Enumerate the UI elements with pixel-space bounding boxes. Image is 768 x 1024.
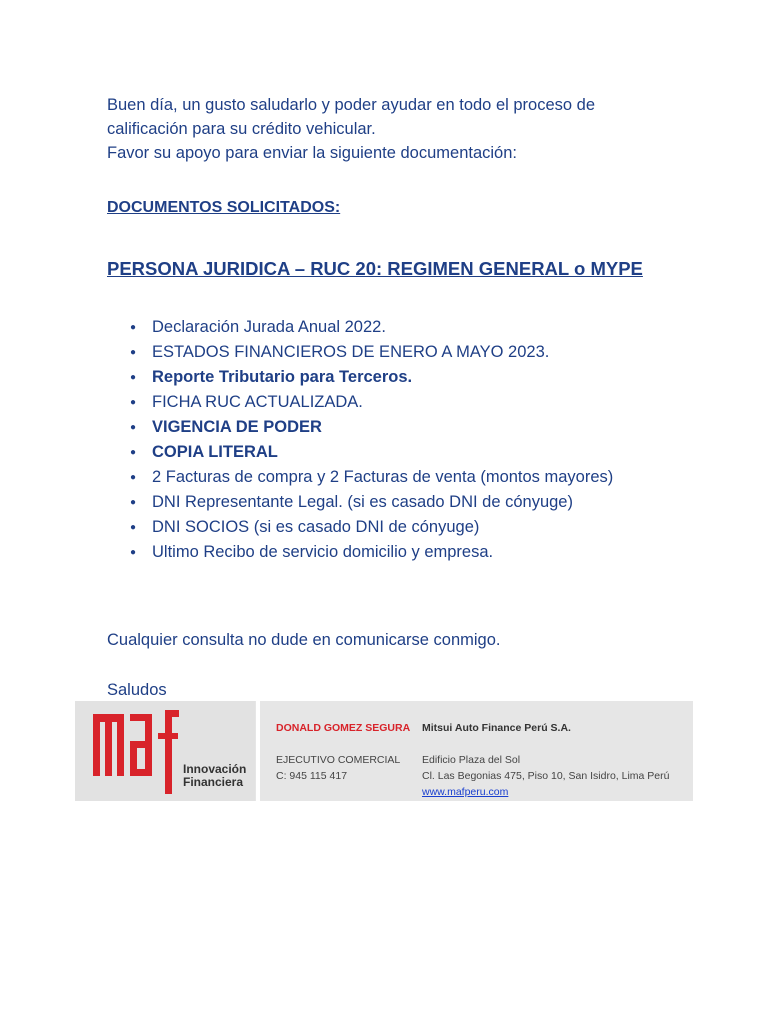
requirement-item xyxy=(107,390,613,415)
tagline-line: Innovación xyxy=(183,762,247,776)
bullet-icon: ● xyxy=(130,322,137,333)
company-website-link[interactable]: www.mafperu.com xyxy=(422,786,509,798)
bullet-icon: ● xyxy=(130,547,137,558)
intro-line: calificación para su crédito vehicular. xyxy=(107,120,376,138)
intro-paragraph xyxy=(107,93,595,165)
bullet-icon: ● xyxy=(130,422,137,433)
company-address-building: Edificio Plaza del Sol xyxy=(422,754,521,766)
requirement-text: 2 Facturas de compra y 2 Facturas de venta (montos mayores) xyxy=(152,468,614,486)
bullet-icon: ● xyxy=(130,347,137,358)
requirement-item xyxy=(107,315,613,340)
tagline-line: Financiera xyxy=(183,775,244,789)
greeting-text: Saludos xyxy=(107,681,167,699)
signature-info xyxy=(260,701,693,801)
requirement-item xyxy=(107,440,613,465)
intro-line: Buen día, un gusto saludarlo y poder ayudar en todo el proceso de xyxy=(107,96,596,114)
sender-name: DONALD GOMEZ SEGURA xyxy=(276,722,411,734)
closing-text: Cualquier consulta no dude en comunicarse conmigo. xyxy=(107,631,501,649)
company-name: Mitsui Auto Finance Perú S.A. xyxy=(422,722,571,734)
requirement-text: FICHA RUC ACTUALIZADA. xyxy=(152,393,363,411)
requirement-item xyxy=(107,340,613,365)
sender-role: EJECUTIVO COMERCIAL xyxy=(276,754,401,766)
bullet-icon: ● xyxy=(130,372,137,383)
requirement-item xyxy=(107,365,613,390)
maf-tagline xyxy=(183,763,246,789)
bullet-icon: ● xyxy=(130,397,137,408)
company-address-street: Cl. Las Begonias 475, Piso 10, San Isidro, Lima Perú xyxy=(422,770,670,782)
requirement-text: Declaración Jurada Anual 2022. xyxy=(152,318,386,336)
requirement-item xyxy=(107,490,613,515)
requirement-text: Reporte Tributario para Terceros. xyxy=(152,368,413,386)
bullet-icon: ● xyxy=(130,497,137,508)
bullet-icon: ● xyxy=(130,447,137,458)
bullet-icon: ● xyxy=(130,522,137,533)
email-signature xyxy=(75,701,693,801)
requirement-text: VIGENCIA DE PODER xyxy=(152,418,322,436)
requirement-text: COPIA LITERAL xyxy=(152,443,278,461)
maf-logo xyxy=(75,701,255,801)
requirement-item xyxy=(107,540,613,565)
requirements-list xyxy=(107,315,613,565)
bullet-icon: ● xyxy=(130,472,137,483)
requirement-text: DNI SOCIOS (si es casado DNI de cónyuge) xyxy=(152,518,480,536)
section-heading: PERSONA JURIDICA – RUC 20: REGIMEN GENERAL o MYPE xyxy=(107,258,643,279)
requirement-item xyxy=(107,465,613,490)
requirement-text: DNI Representante Legal. (si es casado DNI de cónyuge) xyxy=(152,493,573,511)
sender-phone: C: 945 115 417 xyxy=(276,770,348,782)
requirement-item xyxy=(107,415,613,440)
intro-line: Favor su apoyo para enviar la siguiente documentación: xyxy=(107,144,517,162)
requirement-item xyxy=(107,515,613,540)
requirement-text: ESTADOS FINANCIEROS DE ENERO A MAYO 2023. xyxy=(152,343,550,361)
documents-heading: DOCUMENTOS SOLICITADOS: xyxy=(107,199,341,216)
requirement-text: Ultimo Recibo de servicio domicilio y empresa. xyxy=(152,543,494,561)
